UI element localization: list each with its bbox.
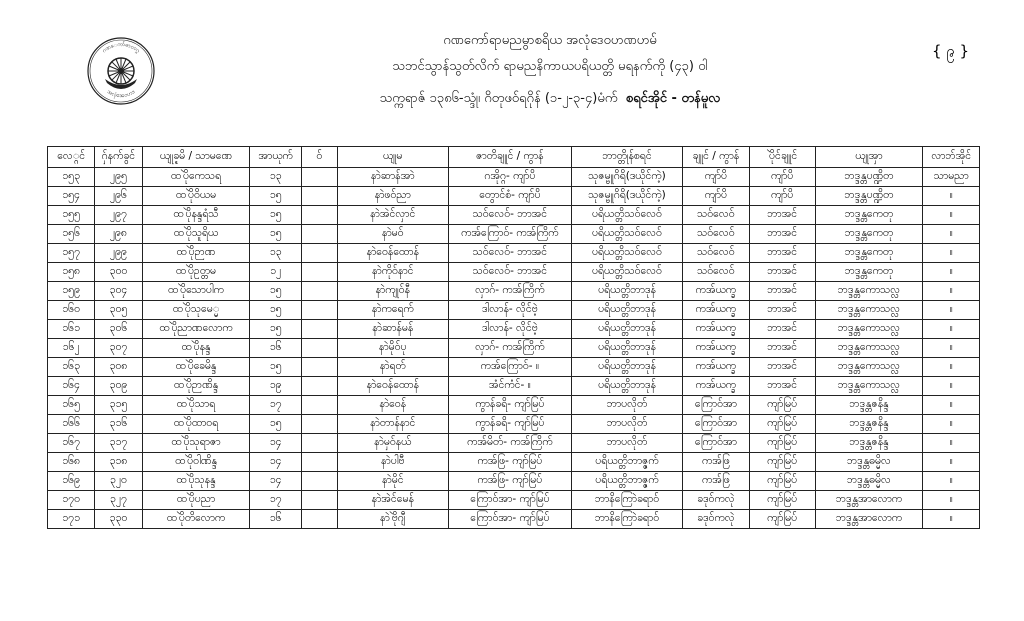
table-cell: ဘဒ္ဒန္တဇနိန္ဒ — [815, 396, 923, 415]
header-title-bold: စရင်အိုင် - တန်မူလ — [625, 91, 721, 106]
table-cell: နာဲကရေက် — [337, 301, 448, 320]
table-row — [48, 434, 980, 453]
table-cell: ဘာအင် — [749, 339, 815, 358]
table-cell: ၃၀၄ — [95, 282, 142, 301]
table-cell: ၁၇၁ — [48, 510, 95, 529]
table-cell: ၁၆၀ — [48, 301, 95, 320]
table-cell: ၁၇ — [250, 491, 301, 510]
table-cell: ၁၅၈ — [48, 263, 95, 282]
table-cell: သဝ်လေဝ်- ဘာအင် — [448, 244, 571, 263]
table-cell: သဝ်လေဝ် — [682, 244, 749, 263]
table-cell: ၁၆၄ — [48, 377, 95, 396]
table-cell: ထပိုဲကေသရ — [142, 168, 250, 187]
table-cell: ထပိုဲညာဏလောက — [142, 320, 250, 339]
table-row — [48, 168, 980, 187]
table-row — [48, 396, 980, 415]
table-cell: ဘဒ္ဒန္တအာလောက — [815, 491, 923, 510]
table-cell: ဘာအင် — [749, 358, 815, 377]
table-cell: လှာဂ်- ကအ်ကြိက် — [448, 282, 571, 301]
table-cell: ။ — [923, 263, 980, 282]
table-cell: နာဲဝေန်ထောန် — [337, 377, 448, 396]
table-cell: ထပိုဲသုမေ္မ — [142, 301, 250, 320]
table-cell: ၃၁၅ — [95, 396, 142, 415]
table-cell: ပရိယတ္တိဘာဇ္ဇက် — [572, 453, 683, 472]
table-cell: နာဲမဝ် — [337, 225, 448, 244]
table-cell: ကအ်ဖြ- ကျာ်မြပ် — [448, 472, 571, 491]
table-cell: ၁၃ — [250, 168, 301, 187]
table-row — [48, 415, 980, 434]
table-cell: ၁၅ — [250, 206, 301, 225]
table-cell: ဒါလာန်- လိုင်ဗဲ့ — [448, 301, 571, 320]
column-header: ဝ် — [301, 147, 337, 168]
table-cell: ဘဒ္ဒန္တကောသလ္လ — [815, 339, 923, 358]
table-cell: ၁၄ — [250, 434, 301, 453]
table-row — [48, 491, 980, 510]
column-header: ယျုမ — [337, 147, 448, 168]
table-cell: နာဲမိုဝ်ပု — [337, 339, 448, 358]
page-number: { ၉ } — [932, 42, 970, 60]
table-cell: ကျာ်ပိ — [682, 168, 749, 187]
table-cell: ကြောဝ်အာ- ကျာ်မြပ် — [448, 510, 571, 529]
table-cell: ကအ်ယက္ခ — [682, 320, 749, 339]
table-cell: ။ — [923, 320, 980, 339]
table-cell: ထပိုဲဉာဏိန္ဒ — [142, 377, 250, 396]
table-cell: ကျာ်မြပ် — [749, 491, 815, 510]
table-cell — [301, 263, 337, 282]
table-cell: ၃၁၈ — [95, 453, 142, 472]
table-cell: နာဲဝေန်ထောန် — [337, 244, 448, 263]
table-cell: နာဲတာန်နာင် — [337, 415, 448, 434]
table-cell: သဝ်လေဝ် — [682, 263, 749, 282]
table-cell: ဘဒ္ဒန္တကောသလ္လ — [815, 282, 923, 301]
table-cell: ကအ်ကြောဝ်- ။ — [448, 358, 571, 377]
table-cell: ဘဒ္ဒန္တကေတု — [815, 244, 923, 263]
table-cell: ၁၅ — [250, 187, 301, 206]
table-cell: ၃၀၇ — [95, 339, 142, 358]
table-cell — [301, 168, 337, 187]
table-cell: သုဇမ္ဗူဂိရိ(ဒယိုင်ကဲ့) — [572, 187, 683, 206]
table-cell: နာဲရတ် — [337, 358, 448, 377]
table-cell: ၂၉၇ — [95, 206, 142, 225]
table-cell: ပရိယတ္တိသဝ်လေဝ် — [572, 206, 683, 225]
table-cell: ကအ်ယက္ခ — [682, 377, 749, 396]
table-cell: ပရိယတ္တိသဝ်လေဝ် — [572, 244, 683, 263]
table-cell: ၁၅၃ — [48, 168, 95, 187]
table-cell: ဘဒ္ဒန္တကောသလ္လ — [815, 377, 923, 396]
table-row — [48, 472, 980, 491]
table-cell: ထပိုဲဝါဏိန္ဒ — [142, 453, 250, 472]
table-cell — [301, 434, 337, 453]
table-cell: ဘဒ္ဒန္တပဏ္ဍိတ — [815, 187, 923, 206]
table-cell: ကျာ်မြပ် — [749, 510, 815, 529]
table-cell: နာဲဗိုဲဂျီ — [337, 510, 448, 529]
dharma-wheel-icon — [105, 58, 137, 89]
column-header: အာယုက် — [250, 147, 301, 168]
table-cell: ထပိုဲထာဝရ — [142, 415, 250, 434]
table-cell: ကအ်ဖြ — [682, 472, 749, 491]
table-cell: ။ — [923, 206, 980, 225]
table-cell — [301, 472, 337, 491]
table-cell: ပရိယတ္တိဘာဇ္ဇက် — [572, 472, 683, 491]
table-cell: ဘာအင် — [749, 206, 815, 225]
table-cell: ။ — [923, 415, 980, 434]
table-row — [48, 377, 980, 396]
table-cell: ၃၀၈ — [95, 358, 142, 377]
table-cell: ၃၃၀ — [95, 510, 142, 529]
table-cell: ၁၅ — [250, 358, 301, 377]
table-cell: ၁၂ — [250, 263, 301, 282]
column-header: ဘာတ္တိုန်စရင် — [572, 147, 683, 168]
table-row — [48, 301, 980, 320]
table-cell: ဘဒ္ဒန္တကောသလ္လ — [815, 358, 923, 377]
table-cell: ။ — [923, 187, 980, 206]
table-cell: ၁၆၆ — [48, 415, 95, 434]
column-header: ဂှ်နက်ခွင် — [95, 147, 142, 168]
table-cell: ။ — [923, 491, 980, 510]
table-cell: ခဒုဝ်ကလုဲ — [682, 510, 749, 529]
table-cell: ။ — [923, 339, 980, 358]
table-cell — [301, 225, 337, 244]
table-row — [48, 282, 980, 301]
table-cell: ဘာအင် — [749, 377, 815, 396]
table-cell: ၁၆၈ — [48, 453, 95, 472]
table-cell: ဘဒ္ဒန္တကေတု — [815, 206, 923, 225]
table-cell: ၂၉၅ — [95, 168, 142, 187]
table-cell: ၁၉ — [250, 377, 301, 396]
table-cell: ၁၅ — [250, 282, 301, 301]
table-cell: ပရိယတ္တိဘာဒုန် — [572, 358, 683, 377]
table-cell — [301, 301, 337, 320]
table-cell: ဘဒ္ဒန္တဇနိန္ဒ — [815, 434, 923, 453]
table-cell: ထပိုဲသုရာဇာ — [142, 434, 250, 453]
table-cell: ပရိယတ္တိဘာဒုန် — [572, 377, 683, 396]
table-cell: ဘာနိကြောဲခရာဝ် — [572, 510, 683, 529]
svg-text:အလုံဒေဝေဟဒ​ — [106, 89, 137, 100]
table-cell: ၁၄ — [250, 453, 301, 472]
table-cell: ပရိယတ္တိဘာဒုန် — [572, 282, 683, 301]
table-cell: ထပိုဲသူရိယ — [142, 225, 250, 244]
header-date: သက္ကရာဇ် ၁၃၈၆-သ္ဒုံ၊ ဂိတုဖဝ်ရဂိုန် (၁-၂-၃-၄)မံက် — [379, 91, 618, 106]
table-cell: နာဲကိုဝ်နာင် — [337, 263, 448, 282]
table-header-row — [48, 147, 980, 168]
table-cell: ၁၅ — [250, 225, 301, 244]
table-cell: ၁၃ — [250, 244, 301, 263]
table-cell: ၁၇၀ — [48, 491, 95, 510]
table-cell: ၁၅ — [250, 415, 301, 434]
column-header: ယျုအှာ — [815, 147, 923, 168]
table-cell: လှာဂ်- ကအ်ကြိက် — [448, 339, 571, 358]
table-cell: သာမညာ — [923, 168, 980, 187]
table-row — [48, 244, 980, 263]
table-cell: သဝ်လေဝ်- ဘာအင် — [448, 206, 571, 225]
table-cell: ။ — [923, 472, 980, 491]
table-row — [48, 358, 980, 377]
table-cell: ၃၀၆ — [95, 320, 142, 339]
table-cell: ကြောဝ်အာ — [682, 396, 749, 415]
table-row — [48, 206, 980, 225]
column-header: လေ္ဂင် — [48, 147, 95, 168]
table-cell: နာဲအဲင်လှာင် — [337, 206, 448, 225]
table-cell: ကအ်မိတ်- ကအ်ကြိက် — [448, 434, 571, 453]
table-cell: ကျာ်ပိ — [682, 187, 749, 206]
table-cell: နာဲဆာန်အာဲ — [337, 168, 448, 187]
table-row — [48, 320, 980, 339]
table-cell: နာဲဆာန်မန် — [337, 320, 448, 339]
table-cell: ဘဒ္ဒန္တအာလောက — [815, 510, 923, 529]
table-cell: ထပိုဲပညာ — [142, 491, 250, 510]
table-cell: ၁၅၇ — [48, 244, 95, 263]
table-cell: ထပိုဲဉာဏ — [142, 244, 250, 263]
header-line-1: ဂဏ​ကော်ရာမညမွာစရိယ အလုံဒေဝဟဏဟမ် — [443, 33, 657, 48]
table-cell: ကျာ်မြပ် — [749, 415, 815, 434]
table-cell: ပရိယတ္တိဘာဒုန် — [572, 320, 683, 339]
table-cell — [301, 187, 337, 206]
table-cell: ကအ်ယက္ခ — [682, 282, 749, 301]
table-cell: ။ — [923, 244, 980, 263]
table-cell: ခဒုဝ်ကလုဲ — [682, 491, 749, 510]
table-cell: ။ — [923, 225, 980, 244]
table-cell: ။ — [923, 396, 980, 415]
table-cell: ဘာပလိုတ် — [572, 434, 683, 453]
table-cell: တွောင်စံ- ကျာ်ပိ — [448, 187, 571, 206]
table-row — [48, 263, 980, 282]
table-cell: ဒါလာန်- လိုင်ဗဲ့ — [448, 320, 571, 339]
table-cell: ထပိုဲတိလောက — [142, 510, 250, 529]
table-cell — [301, 244, 337, 263]
table-cell: နာဲမိုင် — [337, 472, 448, 491]
table-cell: ကျာ်မြပ် — [749, 472, 815, 491]
table-cell: ကအ်ကြောဝ်- ကအ်ကြိက် — [448, 225, 571, 244]
table-cell — [301, 320, 337, 339]
table-cell: ဘာအင် — [749, 225, 815, 244]
table-cell: ။ — [923, 434, 980, 453]
table-cell — [301, 282, 337, 301]
table-cell: ဘာအင် — [749, 282, 815, 301]
table-cell: ။ — [923, 301, 980, 320]
table-cell: ကျာ်မြပ် — [749, 434, 815, 453]
table-cell: ကွာန်ခရိ- ကျာ်မြပ် — [448, 396, 571, 415]
table-cell: နာဲအဲင်မေန် — [337, 491, 448, 510]
table-cell: နာဲကျုဝ်နီ — [337, 282, 448, 301]
table-cell: ၁၅ — [250, 320, 301, 339]
table-cell: ကအ်ယက္ခ — [682, 301, 749, 320]
table-cell: နာဲမှဝ်နယ် — [337, 434, 448, 453]
table-cell: ၁၆၉ — [48, 472, 95, 491]
table-cell: ၃၁၆ — [95, 415, 142, 434]
table-cell: ဘာအင် — [749, 320, 815, 339]
table-cell: ။ — [923, 377, 980, 396]
table-cell: ၃၂၇ — [95, 491, 142, 510]
table-cell: ဘဒ္ဒန္တကောသလ္လ — [815, 320, 923, 339]
table-cell — [301, 339, 337, 358]
table-cell: ၁၅၉ — [48, 282, 95, 301]
table-cell: ကွာန်ခရိ- ကျာ်မြပ် — [448, 415, 571, 434]
table-cell: နာဲပါဗီ — [337, 453, 448, 472]
table-cell: ဘာပလိုတ် — [572, 415, 683, 434]
table-cell: ။ — [923, 282, 980, 301]
table-cell: ။ — [923, 453, 980, 472]
table-cell: ထပိုဲဝိယမ — [142, 187, 250, 206]
table-cell: ၁၆၇ — [48, 434, 95, 453]
table-cell: ထပိုဲသောပါက — [142, 282, 250, 301]
table-cell: နာဲဝေန် — [337, 396, 448, 415]
table-cell: ကြောဝ်အာ — [682, 415, 749, 434]
register-table — [47, 146, 980, 529]
svg-text:ဂဏ​ေကာ်ဓာဝ၀ဂ္ဂ — [101, 40, 140, 55]
table-cell: ၁၅၆ — [48, 225, 95, 244]
table-cell: ၃၀၉ — [95, 377, 142, 396]
column-header: ဇာတိချူင် / ကွာန် — [448, 147, 571, 168]
column-header: လာဘ်အိုင် — [923, 147, 980, 168]
table-cell: ၁၆ — [250, 510, 301, 529]
table-cell: ဘာအင် — [749, 263, 815, 282]
table-cell: ဘဒ္ဒန္တကောသလ္လ — [815, 301, 923, 320]
table-cell: ၂၉၆ — [95, 187, 142, 206]
table-cell: ။ — [923, 510, 980, 529]
table-cell: သဝ်လေဝ် — [682, 206, 749, 225]
table-cell: ဘဒ္ဒန္တဓမ္မိလ — [815, 453, 923, 472]
table-cell: ဘာအင် — [749, 244, 815, 263]
table-cell: ကျာ်မြပ် — [749, 396, 815, 415]
table-cell — [301, 377, 337, 396]
table-cell: ၃၀၀ — [95, 263, 142, 282]
column-header: ချူင် / ကွာန် — [682, 147, 749, 168]
table-cell: သဝ်လေဝ် — [682, 225, 749, 244]
table-cell: ဂအိုဂ္ဂ- ကျာ်ပိ — [448, 168, 571, 187]
column-header: ပိုဲင်ချူင် — [749, 147, 815, 168]
table-cell: ၂၉၈ — [95, 225, 142, 244]
table-cell: ။ — [923, 358, 980, 377]
table-cell: ၃၀၅ — [95, 301, 142, 320]
table-cell — [301, 396, 337, 415]
table-cell: ၂၉၉ — [95, 244, 142, 263]
table-cell: ၁၆၁ — [48, 320, 95, 339]
table-cell: ၃၁၇ — [95, 434, 142, 453]
table-cell: ထပိုဲနန္ဒရံသီ — [142, 206, 250, 225]
table-cell: ထပိုဲဥတ္တမ — [142, 263, 250, 282]
table-cell: ကျာ်မြပ် — [749, 453, 815, 472]
table-cell — [301, 358, 337, 377]
table-cell: ၁၆၃ — [48, 358, 95, 377]
table-cell: ၁၅၄ — [48, 187, 95, 206]
table-cell: ဘာနိကြောဲခရာဝ် — [572, 491, 683, 510]
seal-top-text: ဂဏ​ေကာ်ဓာဝ၀ဂ္ဂ — [101, 41, 141, 55]
table-cell: ဘဒ္ဒန္တဓမ္မိလ — [815, 472, 923, 491]
table-cell: ဘဒ္ဒန္တကေတု — [815, 263, 923, 282]
table-cell: သုဇမ္ဗူဂိရိ(ဒယိုင်ကဲ့) — [572, 168, 683, 187]
table-cell: ပရိယတ္တိဘာဒုန် — [572, 339, 683, 358]
table-cell: ၁၅ — [250, 301, 301, 320]
table-cell: ၁၆၅ — [48, 396, 95, 415]
table-cell: ၁၄ — [250, 472, 301, 491]
table-row — [48, 339, 980, 358]
table-row — [48, 453, 980, 472]
monastery-seal — [86, 36, 156, 106]
table-cell: ထပိုဲသာရ — [142, 396, 250, 415]
table-cell: ကျာ်ပိ — [749, 187, 815, 206]
table-cell — [301, 510, 337, 529]
table-cell: ၁၅၅ — [48, 206, 95, 225]
table-cell: နာဲဖဝ်ညာ — [337, 187, 448, 206]
table-row — [48, 510, 980, 529]
table-cell: ပရိယတ္တိဘာဒုန် — [572, 301, 683, 320]
table-cell: ၁၆၂ — [48, 339, 95, 358]
table-cell: ကအ်ယက္ခ — [682, 339, 749, 358]
table-cell: ကြောဝ်အာ- ကျာ်မြပ် — [448, 491, 571, 510]
table-cell: ဘဒ္ဒန္တကေတု — [815, 225, 923, 244]
table-cell — [301, 206, 337, 225]
table-cell: ကအ်ယက္ခ — [682, 358, 749, 377]
table-cell: ဘဒ္ဒန္တပဏ္ဍိတ — [815, 168, 923, 187]
table-cell: ကအ်ဖြ — [682, 453, 749, 472]
table-cell: ဘာအင် — [749, 301, 815, 320]
table-cell: ဘာပလိုတ် — [572, 396, 683, 415]
table-cell — [301, 453, 337, 472]
table-cell: အံင်ကံင်- ။ — [448, 377, 571, 396]
table-cell: ဘဒ္ဒန္တဇနိန္ဒ — [815, 415, 923, 434]
seal-bottom-text: အလုံဒေဝေဟဒ​ — [105, 88, 137, 100]
table-cell: ၁၇ — [250, 396, 301, 415]
table-cell: ပရိယတ္တိသဝ်လေဝ် — [572, 225, 683, 244]
header-line-3 — [230, 90, 870, 109]
table-cell: ကြောဝ်အာ — [682, 434, 749, 453]
table-cell: သဝ်လေဝ်- ဘာအင် — [448, 263, 571, 282]
table-cell — [301, 491, 337, 510]
table-cell: ၁၆ — [250, 339, 301, 358]
table-cell: ထပိုဲသုနန္ဒ — [142, 472, 250, 491]
header-line-2: သဘင်သွာန်သွတ်လိက် ရာမညနိကာယပရိယတ္တိ မရနက်ကို (၄၃) ဝါ — [392, 59, 708, 74]
table-cell: ထပိုဲခေမိန္ဒ — [142, 358, 250, 377]
table-cell — [301, 415, 337, 434]
table-row — [48, 225, 980, 244]
table-cell: ကအ်ဖြ- ကျာ်မြပ် — [448, 453, 571, 472]
table-cell: ၃၂၀ — [95, 472, 142, 491]
register-table-body — [48, 168, 980, 529]
column-header: ယျုခ္ဍမိ / သာမဏေ — [142, 147, 250, 168]
table-row — [48, 187, 980, 206]
table-cell: ပရိယတ္တိသဝ်လေဝ် — [572, 263, 683, 282]
table-cell: ထပိုဲနန္ဒ — [142, 339, 250, 358]
table-cell: ကျာ်ပိ — [749, 168, 815, 187]
